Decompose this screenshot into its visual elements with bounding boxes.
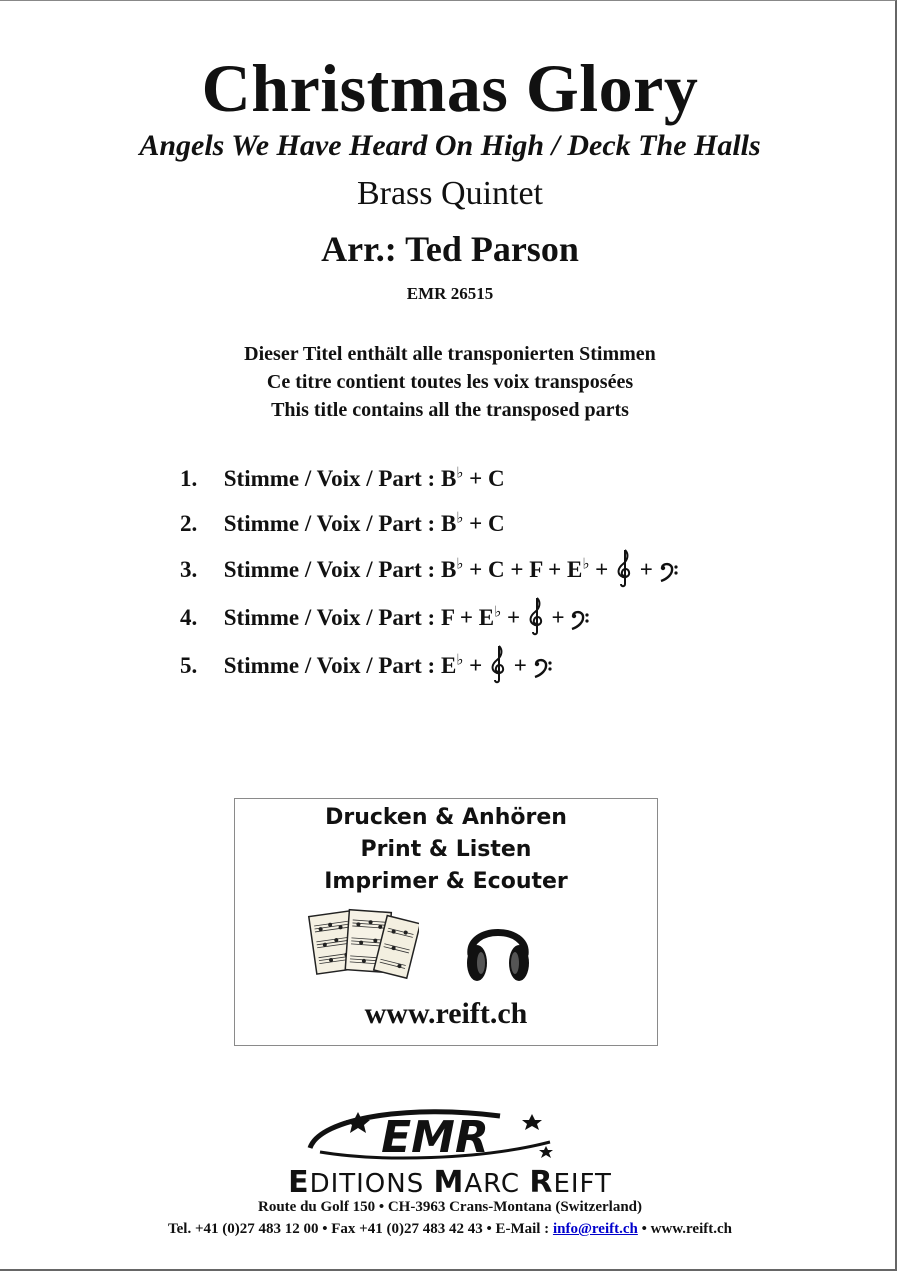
part-item: 4. Stimme / Voix / Part : F + E♭ + + [180, 601, 590, 641]
contact-website: • www.reift.ch [637, 1221, 732, 1237]
part-label: Stimme / Voix / Part : [223, 653, 436, 678]
part-item: 5. Stimme / Voix / Part : E♭ + + [180, 649, 553, 689]
bass-clef-icon [659, 561, 679, 583]
part-number: 1. [180, 466, 198, 491]
part-number: 4. [180, 605, 198, 630]
treble-clef-icon [614, 548, 634, 588]
part-label: Stimme / Voix / Part : [223, 557, 436, 582]
email-link[interactable]: info@reift.ch [552, 1221, 638, 1237]
catalog-number: EMR 26515 [406, 284, 494, 303]
arranger: Arr.: Ted Parson [321, 229, 579, 269]
part-number: 2. [180, 511, 198, 536]
print-listen-box[interactable] [234, 798, 658, 1046]
publisher-contact [0, 1220, 900, 1238]
part-label: Stimme / Voix / Part : [223, 511, 436, 536]
promo-french: Imprimer & Ecouter [324, 869, 568, 894]
notice-german: Dieser Titel enthält alle transponierten Stimmen [244, 343, 656, 365]
logo-text: EMR [381, 1112, 489, 1163]
treble-clef-icon [526, 596, 546, 636]
subtitle: Angels We Have Heard On High / Deck The Halls [139, 129, 761, 162]
publisher-initial-e: E [288, 1165, 310, 1200]
contact-phone-fax: Tel. +41 (0)27 483 12 00 • Fax +41 (0)27 483 42 43 • E-Mail : [168, 1221, 553, 1237]
page-title: Christmas Glory [201, 50, 699, 126]
publisher-name [0, 1165, 900, 1200]
part-label: Stimme / Voix / Part : [223, 605, 436, 630]
promo-website-link[interactable]: www.reift.ch [364, 997, 528, 1030]
headphones-icon [463, 911, 533, 985]
publisher-address: Route du Golf 150 • CH-3963 Crans-Montana (Switzerland) [258, 1199, 642, 1215]
bass-clef-icon [533, 657, 553, 679]
treble-clef-icon [488, 644, 508, 684]
publisher-initial-r: R [529, 1165, 554, 1200]
part-number: 5. [180, 653, 198, 678]
part-label: Stimme / Voix / Part : [223, 466, 436, 491]
sheet-music-icon [307, 905, 419, 985]
publisher-word-editions: DITIONS [309, 1169, 434, 1199]
notice-french: Ce titre contient toutes les voix transposées [266, 371, 634, 393]
part-item: 1. Stimme / Voix / Part : B♭ + C [180, 462, 505, 502]
part-item: 3. Stimme / Voix / Part : B♭ + C + F + E♭ + + [180, 553, 679, 593]
promo-english: Print & Listen [360, 837, 532, 862]
promo-german: Drucken & Anhören [325, 805, 567, 830]
part-number: 3. [180, 557, 198, 582]
emr-logo [300, 1100, 570, 1172]
publisher-initial-m: M [433, 1165, 465, 1200]
publisher-word-marc: ARC [464, 1169, 530, 1199]
part-item: 2. Stimme / Voix / Part : B♭ + C [180, 507, 505, 547]
bass-clef-icon [570, 609, 590, 631]
ensemble: Brass Quintet [356, 175, 544, 212]
notice-english: This title contains all the transposed parts [271, 399, 629, 421]
publisher-word-reift: EIFT [553, 1169, 612, 1199]
